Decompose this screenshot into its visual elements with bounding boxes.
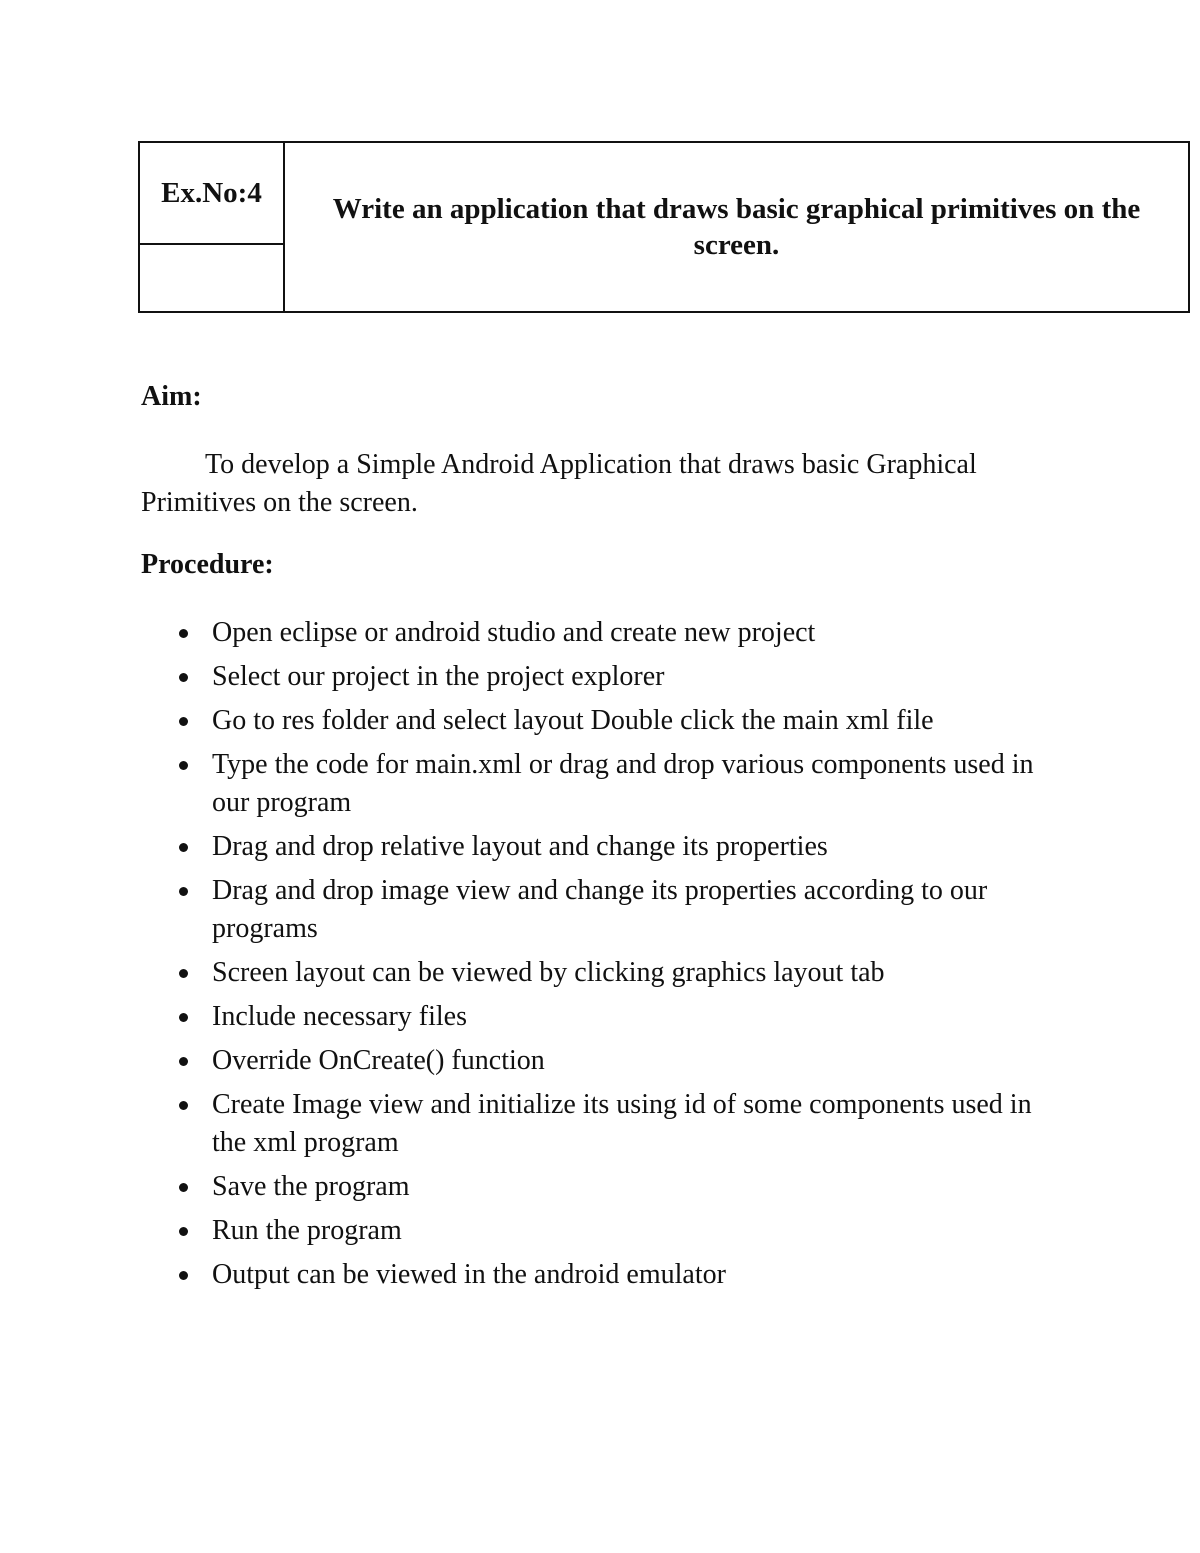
procedure-step-text: Drag and drop relative layout and change its properties [212, 831, 828, 862]
procedure-step [141, 614, 1071, 652]
procedure-step [141, 1212, 1071, 1250]
procedure-step-text: Include necessary files [212, 1001, 467, 1032]
procedure-step-text: Select our project in the project explorer [212, 661, 665, 692]
procedure-step-text: Go to res folder and select layout Double click the main xml file [212, 705, 934, 736]
bullet-icon [179, 969, 188, 978]
bullet-icon [179, 1227, 188, 1236]
bullet-icon [179, 673, 188, 682]
procedure-step [141, 1086, 1071, 1162]
procedure-step-text: Type the code for main.xml or drag and drop various components used in our program [212, 749, 1034, 818]
aim-heading: Aim: [141, 381, 202, 412]
procedure-step [141, 1042, 1071, 1080]
header-left-column [140, 143, 285, 311]
procedure-step [141, 954, 1071, 992]
bullet-icon [179, 1057, 188, 1066]
procedure-step [141, 998, 1071, 1036]
exercise-title: Write an application that draws basic graphical primitives on the screen. [332, 193, 1141, 261]
procedure-heading: Procedure: [141, 549, 274, 580]
bullet-icon [179, 843, 188, 852]
bullet-icon [179, 1101, 188, 1110]
procedure-step-text: Screen layout can be viewed by clicking graphics layout tab [212, 957, 885, 988]
empty-date-cell [140, 245, 283, 311]
procedure-step [141, 746, 1071, 822]
bullet-icon [179, 1183, 188, 1192]
header-table [138, 141, 1190, 313]
bullet-icon [179, 1013, 188, 1022]
bullet-icon [179, 717, 188, 726]
bullet-icon [179, 887, 188, 896]
procedure-step [141, 1168, 1071, 1206]
bullet-icon [179, 1271, 188, 1280]
procedure-step-text: Output can be viewed in the android emulator [212, 1259, 726, 1290]
procedure-step-text: Create Image view and initialize its using id of some components used in the xml program [212, 1089, 1032, 1158]
procedure-step-text: Open eclipse or android studio and create new project [212, 617, 816, 648]
bullet-icon [179, 761, 188, 770]
procedure-step-text: Save the program [212, 1171, 410, 1202]
procedure-step-text: Drag and drop image view and change its properties according to our programs [212, 875, 988, 944]
procedure-step [141, 828, 1071, 866]
procedure-step [141, 658, 1071, 696]
procedure-list [141, 614, 1071, 1300]
procedure-step-text: Override OnCreate() function [212, 1045, 545, 1076]
procedure-step [141, 872, 1071, 948]
procedure-step [141, 702, 1071, 740]
procedure-step [141, 1256, 1071, 1294]
exercise-number: Ex.No:4 [140, 143, 283, 245]
bullet-icon [179, 629, 188, 638]
aim-text: To develop a Simple Android Application that draws basic Graphical Primitives on the screen. [141, 449, 977, 518]
procedure-step-text: Run the program [212, 1215, 402, 1246]
